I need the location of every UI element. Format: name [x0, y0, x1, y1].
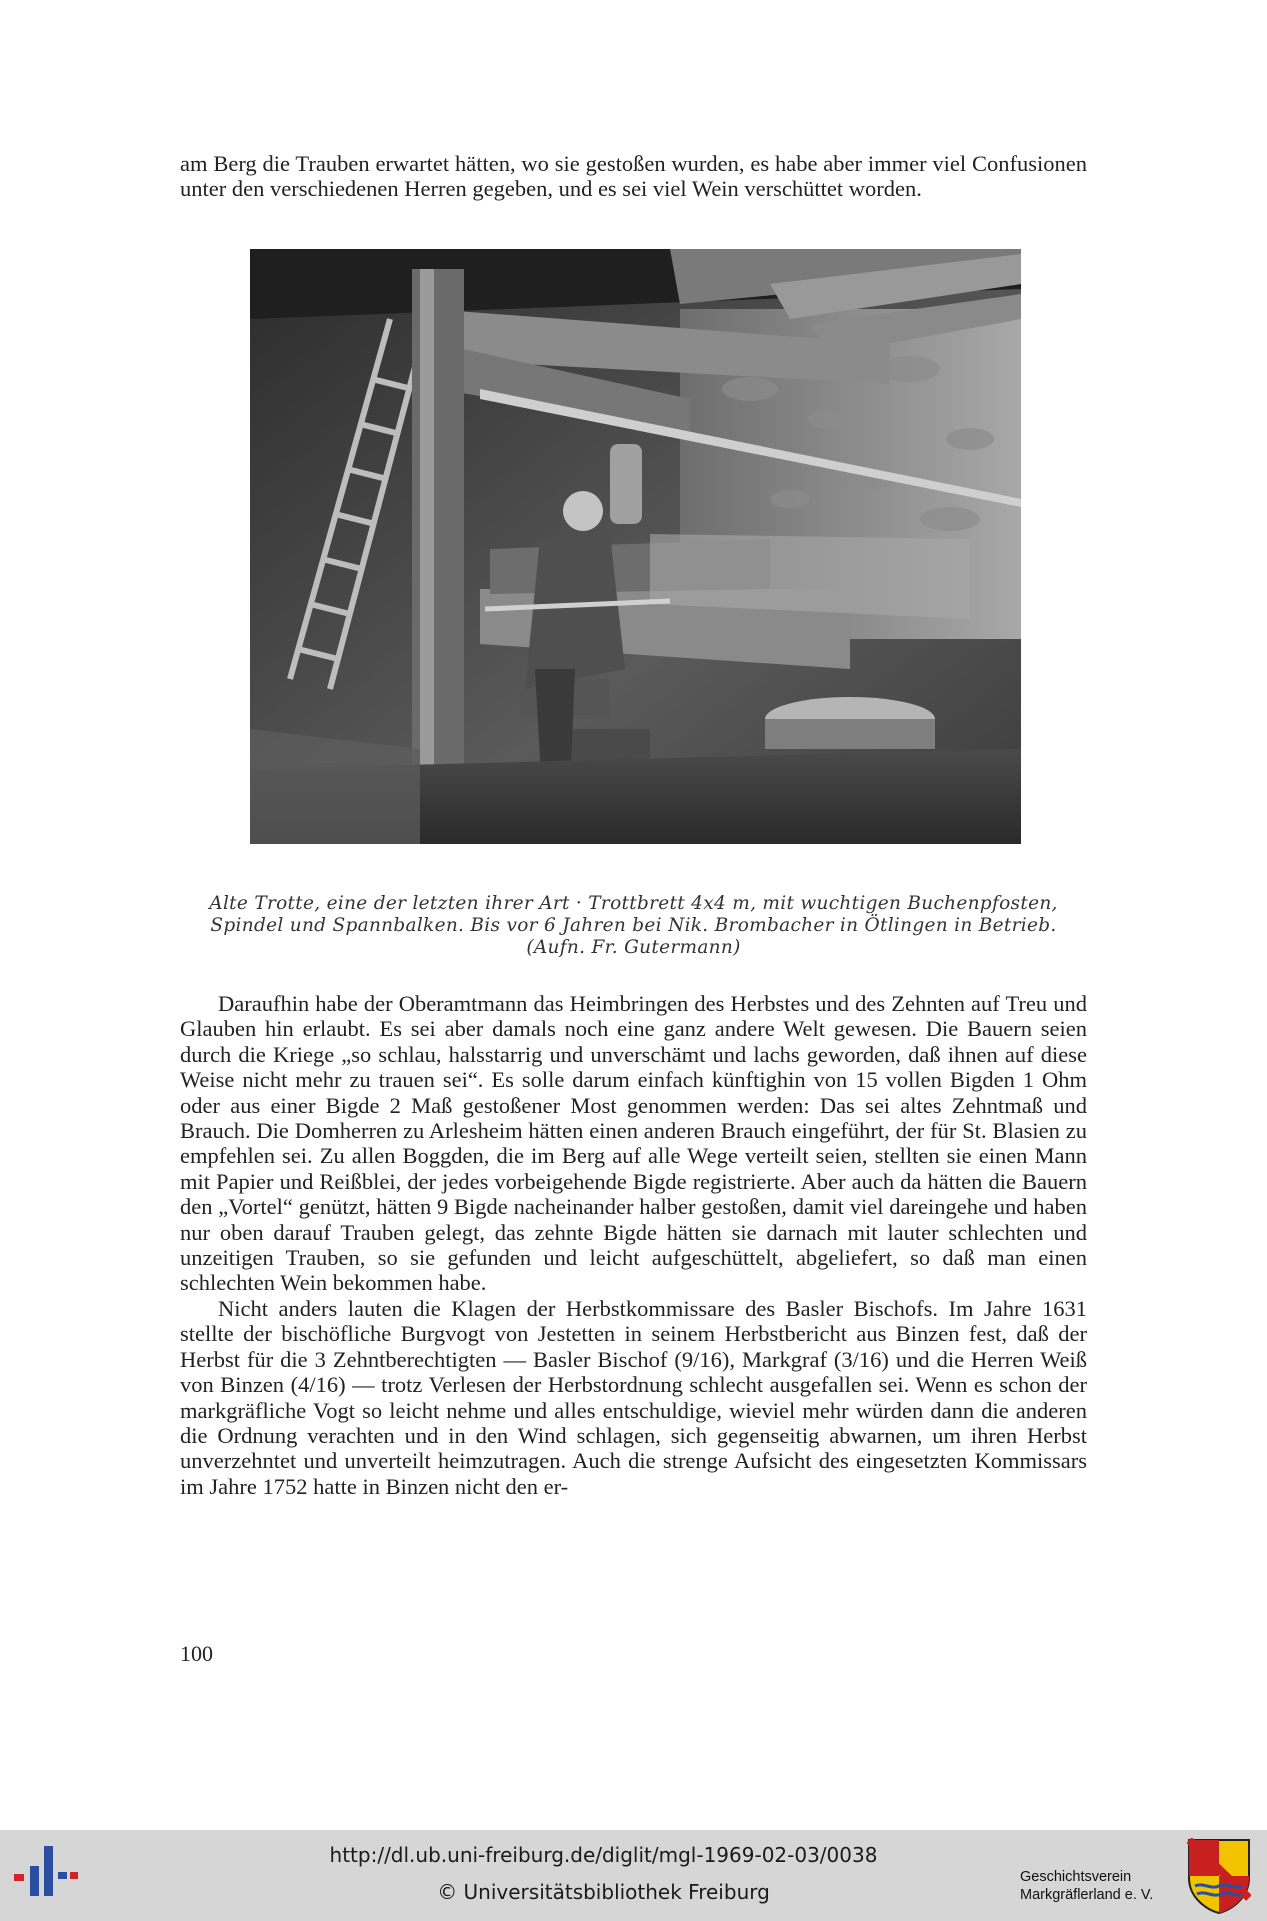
body-text-block [180, 991, 1087, 1499]
society-line: Geschichtsverein [1020, 1869, 1132, 1885]
document-url-link[interactable]: http://dl.ub.uni-freiburg.de/diglit/mgl-1969-02-03/0038 [329, 1843, 878, 1867]
caption-line: Spindel und Spannbalken. Bis vor 6 Jahren bei Nik. Brombacher in Ötlingen in Betrieb. [210, 915, 1057, 936]
society-name [1020, 1868, 1180, 1904]
wine-press-photo [250, 249, 1021, 844]
page-number: 100 [180, 1641, 213, 1666]
caption-credit: (Aufn. Fr. Gutermann) [526, 937, 741, 958]
body-paragraph: Daraufhin habe der Oberamtmann das Heimbringen des Herbstes und des Zehnten auf Treu und Glauben hin erlaubt. Es sei aber damals noch eine ganz andere Welt gewesen. Die Bauern seien durch die Kriege „so schlau, halsstarrig und unverschämt und lachs geworden, daß ihnen auf diese Weise nicht mehr zu trauen sei“. Es solle darum einfach künftighin von 15 vollen Bigden 1 Ohm oder aus einer Bigde 2 Maß gestoßener Most genommen werden: Das sei altes Zehntmaß und Brauch. Die Domherren zu Arlesheim hätten einen anderen Brauch eingeführt, der für St. Blasien zu empfehlen sei. Zu allen Boggden, die im Berg auf alle Wege verteilt seien, stellten sie einen Mann mit Papier und Reißblei, der jedes vorbeigehende Bigde registrierte. Aber auch da hätten die Bauern den „Vortel“ genützt, hätten 9 Bigde nacheinander halber gestoßen, damit viel dareingehe und haben nur oben darauf Trauben gelegt, das zehnte Bigde hätten sie darnach mit lauter schlechten und unzeitigen Trauben, so sie gefunden und leicht aufgeschüttelt, abgeliefert, so daß man einen schlechten Wein bekommen habe. [180, 991, 1087, 1296]
footer-bar [0, 1830, 1267, 1921]
top-paragraph: am Berg die Trauben erwartet hätten, wo sie gestoßen wurden, es habe aber immer viel Confusionen unter den verschiedenen Herren gegeben, und es sei viel Wein verschüttet worden. [180, 151, 1087, 202]
caption-line: Alte Trotte, eine der letzten ihrer Art · Trottbrett 4x4 m, mit wuchtigen Buchenpfosten, [209, 893, 1058, 914]
top-paragraph-block [180, 151, 1087, 202]
copyright-text: © Universitätsbibliothek Freiburg [437, 1880, 770, 1904]
body-paragraph: Nicht anders lauten die Klagen der Herbstkommissare des Basler Bischofs. Im Jahre 1631 stellte der bischöfliche Burgvogt von Jestetten in seinem Herbstbericht aus Binzen fest, daß der Herbst für die 3 Zehntberechtigten — Basler Bischof (9/16), Markgraf (3/16) und die Herren Weiß von Binzen (4/16) — trotz Verlesen der Herbstordnung schlecht ausgefallen sei. Wenn es schon der markgräfliche Vogt so leicht nehme und alles entschuldige, wieviel mehr würden dann die anderen die Ordnung verachten und in den Wind schlagen, sich gegenseitig abwarnen, um ihren Herbst unverzehntet und unverteilt heimzutragen. Auch die strenge Aufsicht des eingesetzten Kommissars im Jahre 1752 hatte in Binzen nicht den er- [180, 1295, 1087, 1499]
coat-of-arms-icon [1187, 1838, 1251, 1918]
photo-caption [180, 893, 1087, 959]
society-line: Markgräflerland e. V. [1020, 1887, 1154, 1903]
